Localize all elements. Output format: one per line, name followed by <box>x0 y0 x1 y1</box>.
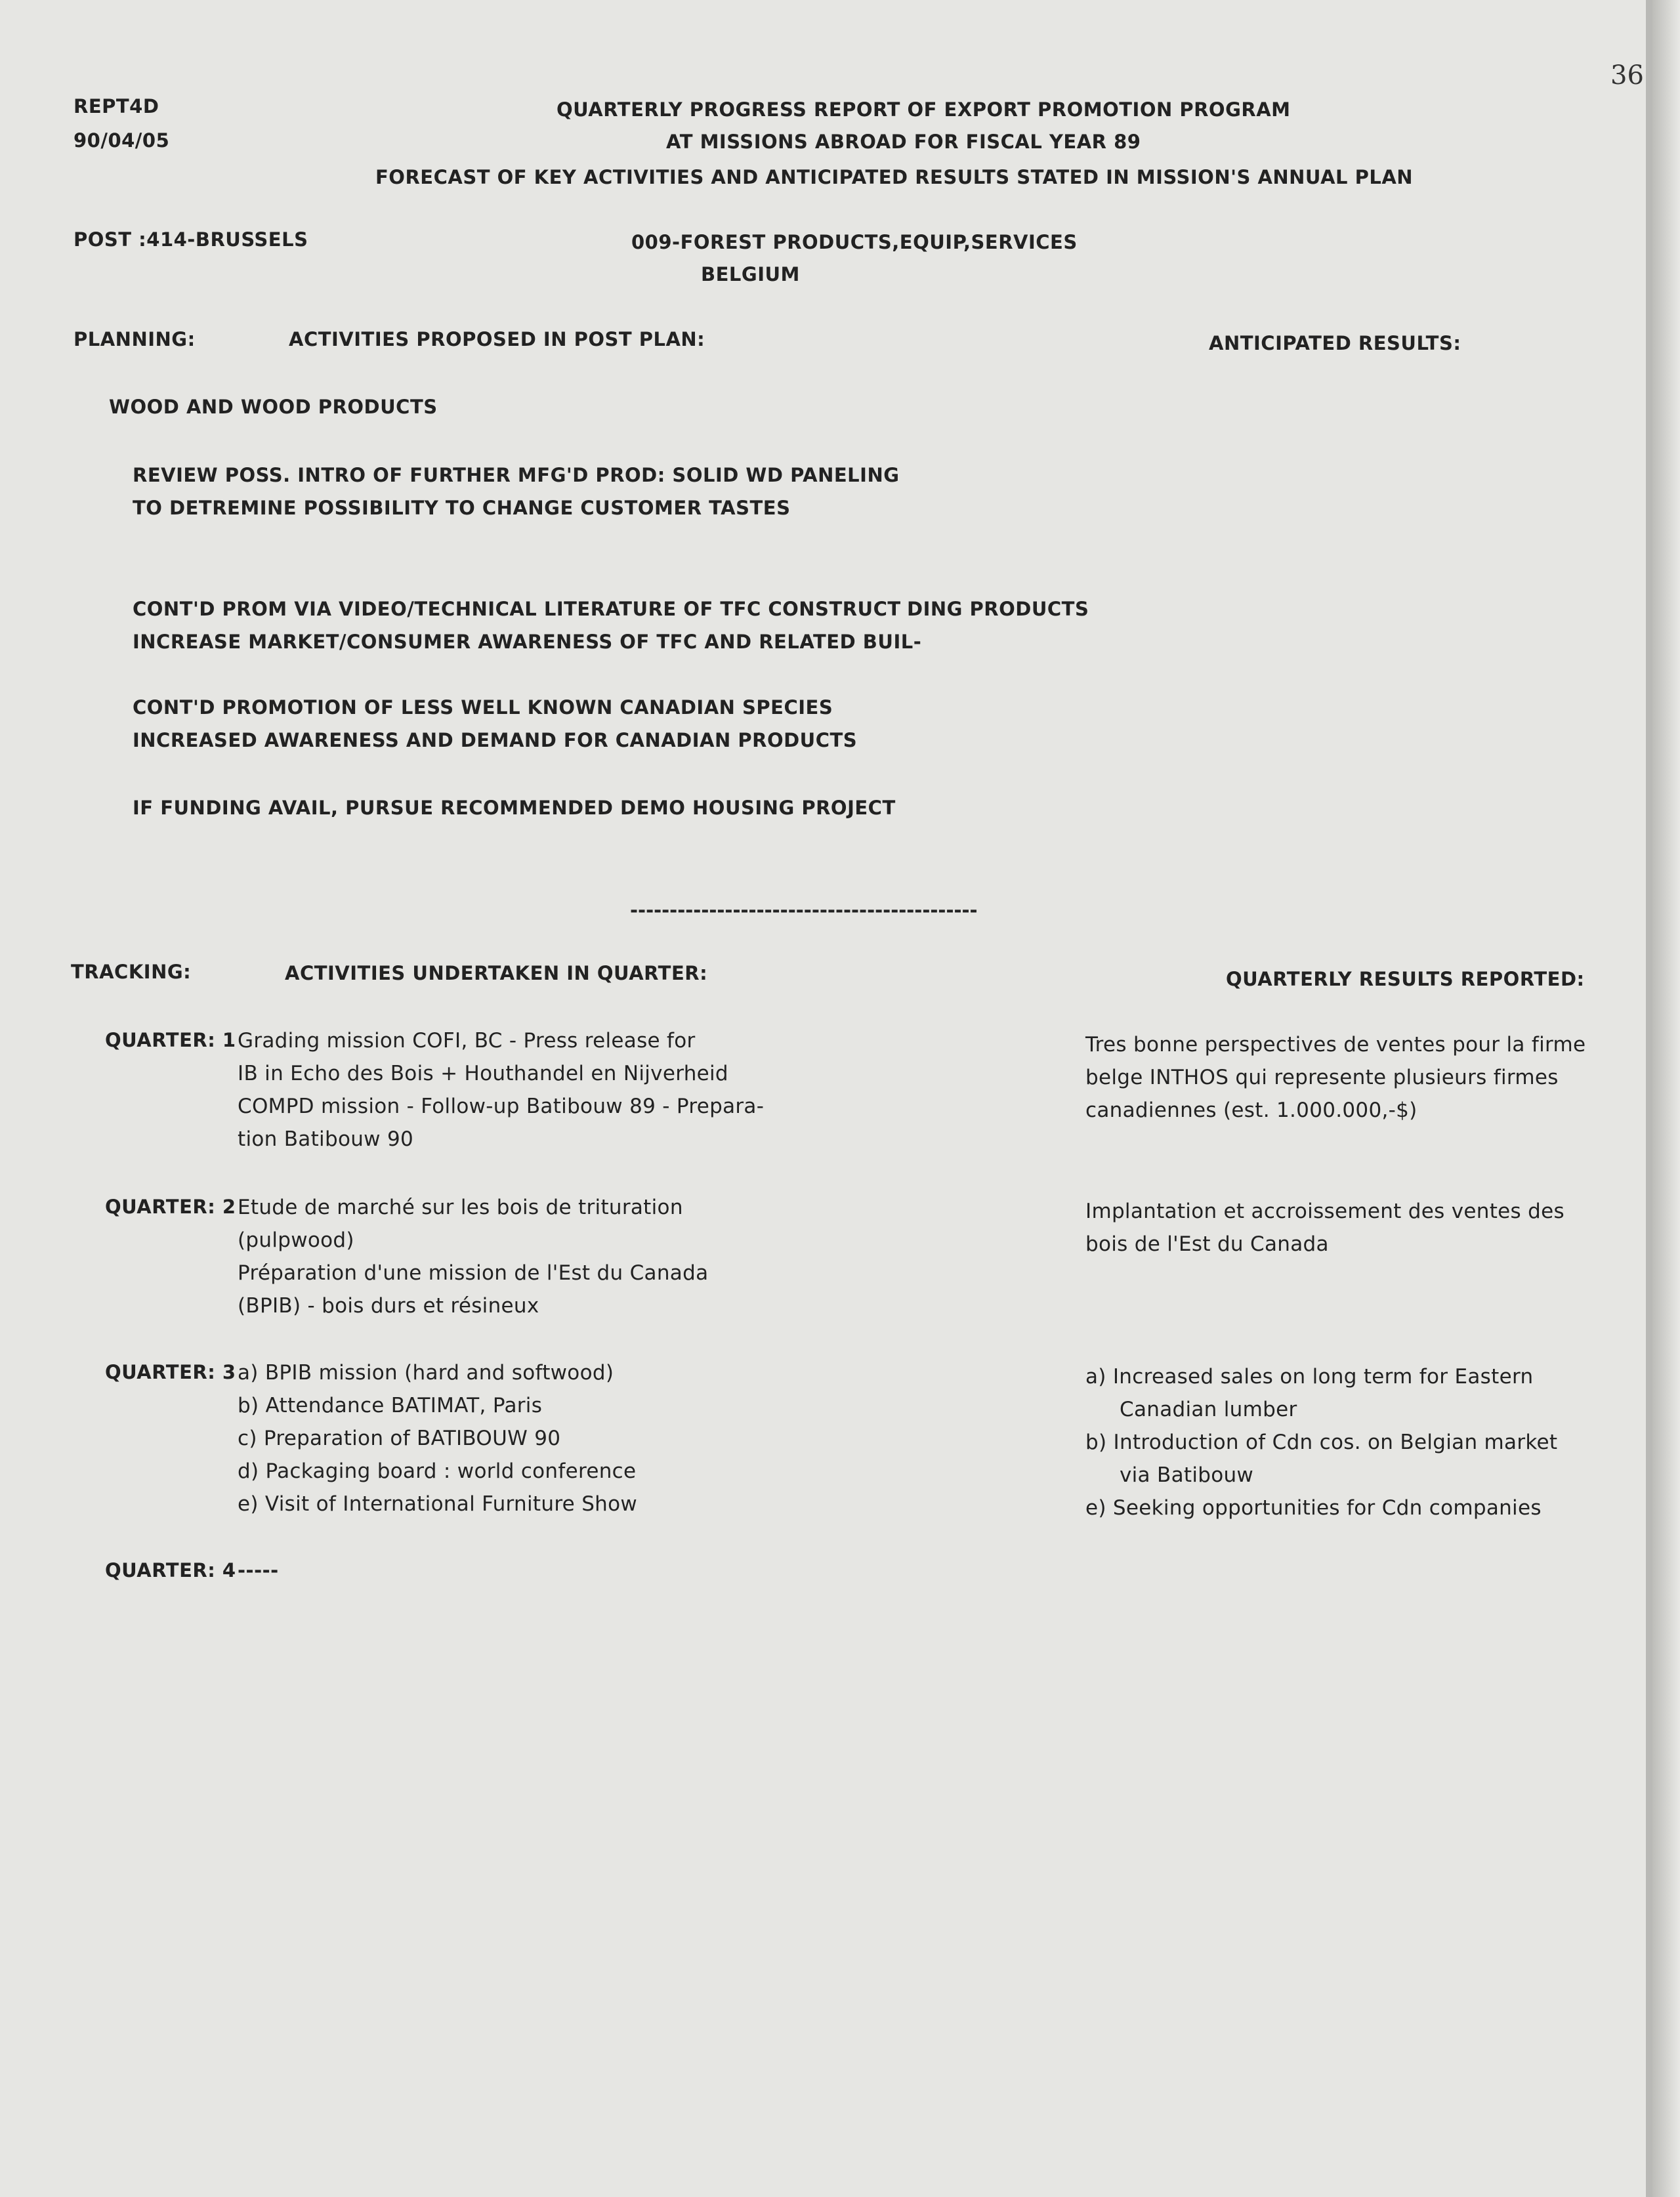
q1-result: belge INTHOS qui represente plusieurs firmes <box>1085 1066 1559 1089</box>
q2-activity: Etude de marché sur les bois de trituration <box>238 1196 683 1219</box>
q4-activity: ----- <box>238 1559 279 1581</box>
planning-label: PLANNING: <box>74 328 196 350</box>
quarter-2-label: QUARTER: 2 <box>105 1196 236 1218</box>
q3-result: via Batibouw <box>1120 1463 1254 1487</box>
post-label: POST :414-BRUSSELS <box>74 228 308 251</box>
q2-activity: (pulpwood) <box>238 1228 354 1252</box>
planning-item: INCREASE MARKET/CONSUMER AWARENESS OF TFC AND RELATED BUIL- <box>133 631 922 653</box>
quarter-3-label: QUARTER: 3 <box>105 1361 236 1383</box>
q3-activity: a) BPIB mission (hard and softwood) <box>238 1361 614 1385</box>
report-title-line2: AT MISSIONS ABROAD FOR FISCAL YEAR 89 <box>666 131 1141 153</box>
q1-result: canadiennes (est. 1.000.000,-$) <box>1085 1098 1418 1122</box>
tracking-label: TRACKING: <box>71 961 192 983</box>
q3-activity: c) Preparation of BATIBOUW 90 <box>238 1427 561 1450</box>
q1-result: Tres bonne perspectives de ventes pour la firme <box>1085 1033 1586 1057</box>
planning-item: INCREASED AWARENESS AND DEMAND FOR CANADIAN PRODUCTS <box>133 729 858 751</box>
tracking-activities-header: ACTIVITIES UNDERTAKEN IN QUARTER: <box>285 962 708 984</box>
q1-activity: COMPD mission - Follow-up Batibouw 89 - Prepara- <box>238 1095 765 1118</box>
planning-item: IF FUNDING AVAIL, PURSUE RECOMMENDED DEMO HOUSING PROJECT <box>133 797 896 819</box>
country-label: BELGIUM <box>701 263 800 285</box>
q3-activity: b) Attendance BATIMAT, Paris <box>238 1394 543 1417</box>
section-title: WOOD AND WOOD PRODUCTS <box>109 396 438 418</box>
page-number: 36 <box>1610 60 1644 91</box>
q1-activity: tion Batibouw 90 <box>238 1127 414 1151</box>
q2-result: Implantation et accroissement des ventes des <box>1085 1200 1564 1223</box>
report-date: 90/04/05 <box>74 129 170 152</box>
report-title-line3: FORECAST OF KEY ACTIVITIES AND ANTICIPATED RESULTS STATED IN MISSION'S ANNUAL PLAN <box>375 166 1414 188</box>
planning-item: DING PRODUCTS <box>907 598 1089 620</box>
planning-item: CONT'D PROM VIA VIDEO/TECHNICAL LITERATURE OF TFC CONSTRUCT <box>133 598 901 620</box>
q1-activity: IB in Echo des Bois + Houthandel en Nijverheid <box>238 1062 728 1085</box>
report-id: REPT4D <box>74 95 159 117</box>
q3-activity: d) Packaging board : world conference <box>238 1459 637 1483</box>
q3-result: a) Increased sales on long term for Eastern <box>1085 1365 1534 1389</box>
q3-result: e) Seeking opportunities for Cdn companies <box>1085 1496 1542 1520</box>
q2-activity: (BPIB) - bois durs et résineux <box>238 1294 539 1318</box>
q3-activity: e) Visit of International Furniture Show <box>238 1492 638 1516</box>
q3-result: Canadian lumber <box>1120 1398 1297 1421</box>
sector-label: 009-FOREST PRODUCTS,EQUIP,SERVICES <box>631 231 1078 253</box>
planning-results-header: ANTICIPATED RESULTS: <box>1209 332 1461 354</box>
q3-result: b) Introduction of Cdn cos. on Belgian market <box>1085 1431 1558 1454</box>
planning-item: REVIEW POSS. INTRO OF FURTHER MFG'D PROD: SOLID WD PANELING <box>133 464 900 486</box>
planning-activities-header: ACTIVITIES PROPOSED IN POST PLAN: <box>289 328 705 350</box>
q1-activity: Grading mission COFI, BC - Press release for <box>238 1029 696 1053</box>
quarter-4-label: QUARTER: 4 <box>105 1559 236 1581</box>
q2-activity: Préparation d'une mission de l'Est du Canada <box>238 1261 709 1285</box>
page-edge-shadow <box>1652 0 1680 2197</box>
planning-item: TO DETREMINE POSSIBILITY TO CHANGE CUSTOMER TASTES <box>133 497 791 519</box>
quarter-1-label: QUARTER: 1 <box>105 1029 236 1051</box>
planning-item: CONT'D PROMOTION OF LESS WELL KNOWN CANADIAN SPECIES <box>133 696 833 719</box>
tracking-results-header: QUARTERLY RESULTS REPORTED: <box>1226 968 1585 990</box>
separator-line: -------------------------------------------- <box>630 899 978 921</box>
q2-result: bois de l'Est du Canada <box>1085 1232 1329 1256</box>
report-title-line1: QUARTERLY PROGRESS REPORT OF EXPORT PROMOTION PROGRAM <box>556 98 1291 121</box>
